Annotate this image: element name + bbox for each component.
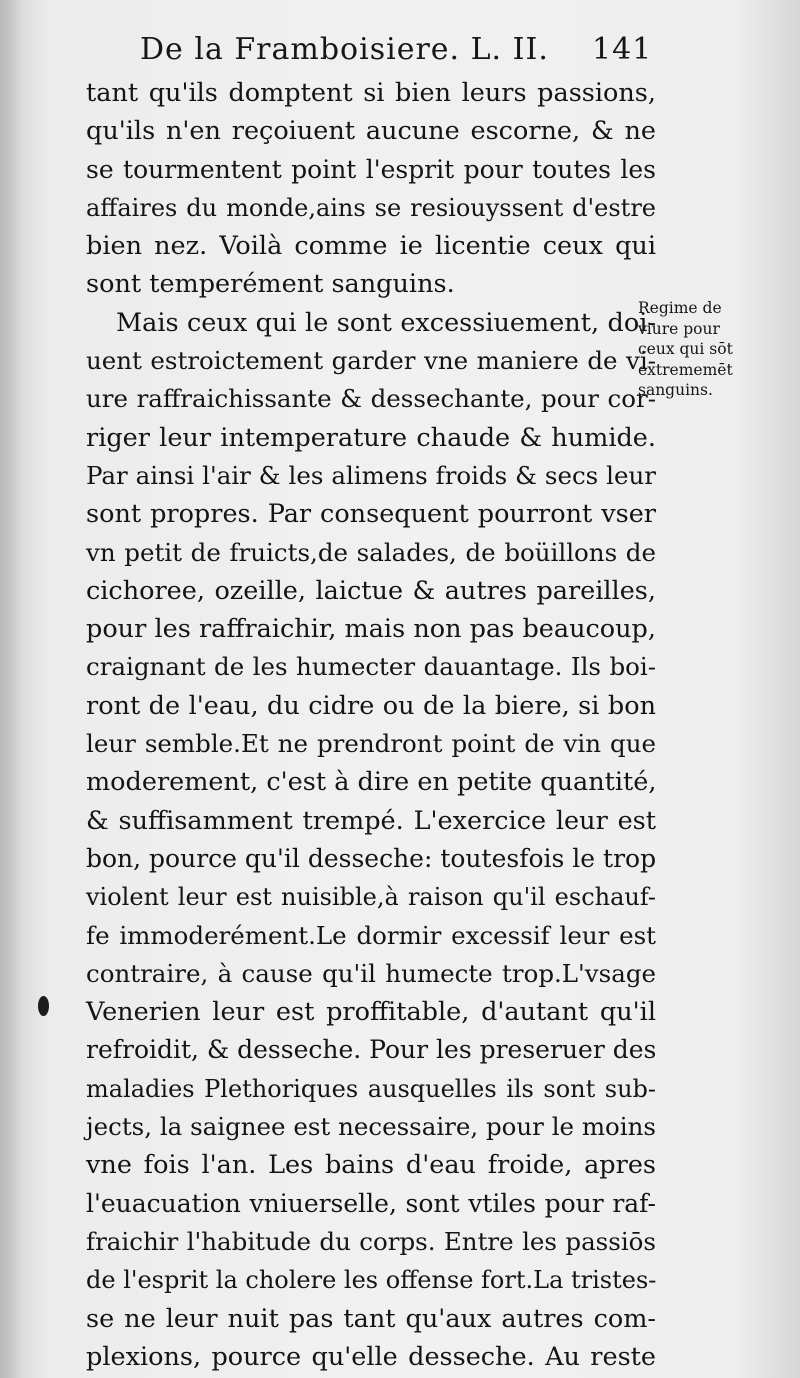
marginal-note-line: ceux qui sōt — [638, 340, 733, 358]
text-line: plexions, pource qu'elle desseche. Au reste — [86, 1341, 656, 1372]
body-text — [86, 74, 656, 1376]
text-line: jects, la saignee est necessaire, pour le moins — [86, 1112, 656, 1142]
text-line: qu'ils n'en reçoiuent aucune escorne, & ne — [86, 116, 656, 147]
text-line: contraire, à cause qu'il humecte trop.L'vsage — [86, 958, 656, 988]
text-line: Venerien leur est proffitable, d'autant qu'il — [86, 997, 656, 1028]
marginal-note-line: Regime de — [638, 299, 722, 317]
text-line: affaires du monde,ains se resiouyssent d'estre — [86, 193, 656, 222]
text-line: ront de l'eau, du cidre ou de la biere, si bon — [86, 690, 656, 721]
text-line: sont propres. Par consequent pourront vser — [86, 499, 656, 530]
text-line: moderement, c'est à dire en petite quantité, — [86, 767, 657, 798]
text-line: se tourmentent point l'esprit pour toutes les — [86, 154, 656, 184]
marginal-note-line: sanguins. — [638, 381, 713, 399]
marginal-note-line: extrememēt — [638, 360, 733, 379]
text-line: cichoree, ozeille, laictue & autres pareilles, — [86, 575, 656, 606]
text-line: ure raffraichissante & dessechante, pour cor- — [86, 384, 656, 414]
text-line: Par ainsi l'air & les alimens froids & secs leur — [86, 460, 656, 490]
gutter-shadow — [0, 0, 22, 1378]
text-line: uent estroictement garder vne maniere de vi- — [86, 346, 656, 376]
text-line: l'euacuation vniuerselle, sont vtiles pour raf- — [86, 1188, 656, 1218]
text-line: leur semble.Et ne prendront point de vin que — [86, 729, 656, 759]
running-head — [140, 32, 660, 72]
text-line: fe immoderément.Le dormir excessif leur est — [86, 920, 656, 950]
text-line: craignant de les humecter dauantage. Ils boi- — [86, 652, 656, 682]
text-line: de l'esprit la cholere les offense fort.La tristes- — [86, 1266, 657, 1295]
text-line: bien nez. Voilà comme ie licentie ceux qui — [86, 231, 656, 262]
text-line: pour les raffraichir, mais non pas beaucoup, — [86, 614, 656, 645]
ink-blot — [38, 996, 49, 1016]
text-line: vne fois l'an. Les bains d'eau froide, apres — [86, 1150, 656, 1181]
text-line: riger leur intemperature chaude & humide. — [86, 422, 656, 453]
text-line: sont temperément sanguins. — [86, 269, 455, 300]
text-line: fraichir l'habitude du corps. Entre les passiōs — [86, 1226, 656, 1256]
text-line: tant qu'ils domptent si bien leurs passions, — [86, 78, 656, 108]
text-line: refroidit, & desseche. Pour les preseruer des — [86, 1035, 657, 1065]
text-line: violent leur est nuisible,à raison qu'il eschauf- — [86, 883, 656, 912]
marginal-note-line: viure pour — [638, 319, 720, 338]
text-line: vn petit de fruicts,de salades, de boüillons de — [86, 537, 656, 567]
text-line: se ne leur nuit pas tant qu'aux autres com- — [86, 1303, 656, 1334]
marginal-note — [638, 298, 788, 401]
page-number: 141 — [592, 32, 653, 67]
text-line: & suffisamment trempé. L'exercice leur est — [86, 805, 656, 836]
text-line: Mais ceux qui le sont excessiuement, doi- — [116, 307, 656, 338]
text-line: maladies Plethoriques ausquelles ils sont sub- — [86, 1074, 656, 1103]
running-head-title: De la Framboisiere. L. II. — [140, 32, 549, 67]
text-line: bon, pource qu'il desseche: toutesfois le trop — [86, 843, 657, 873]
